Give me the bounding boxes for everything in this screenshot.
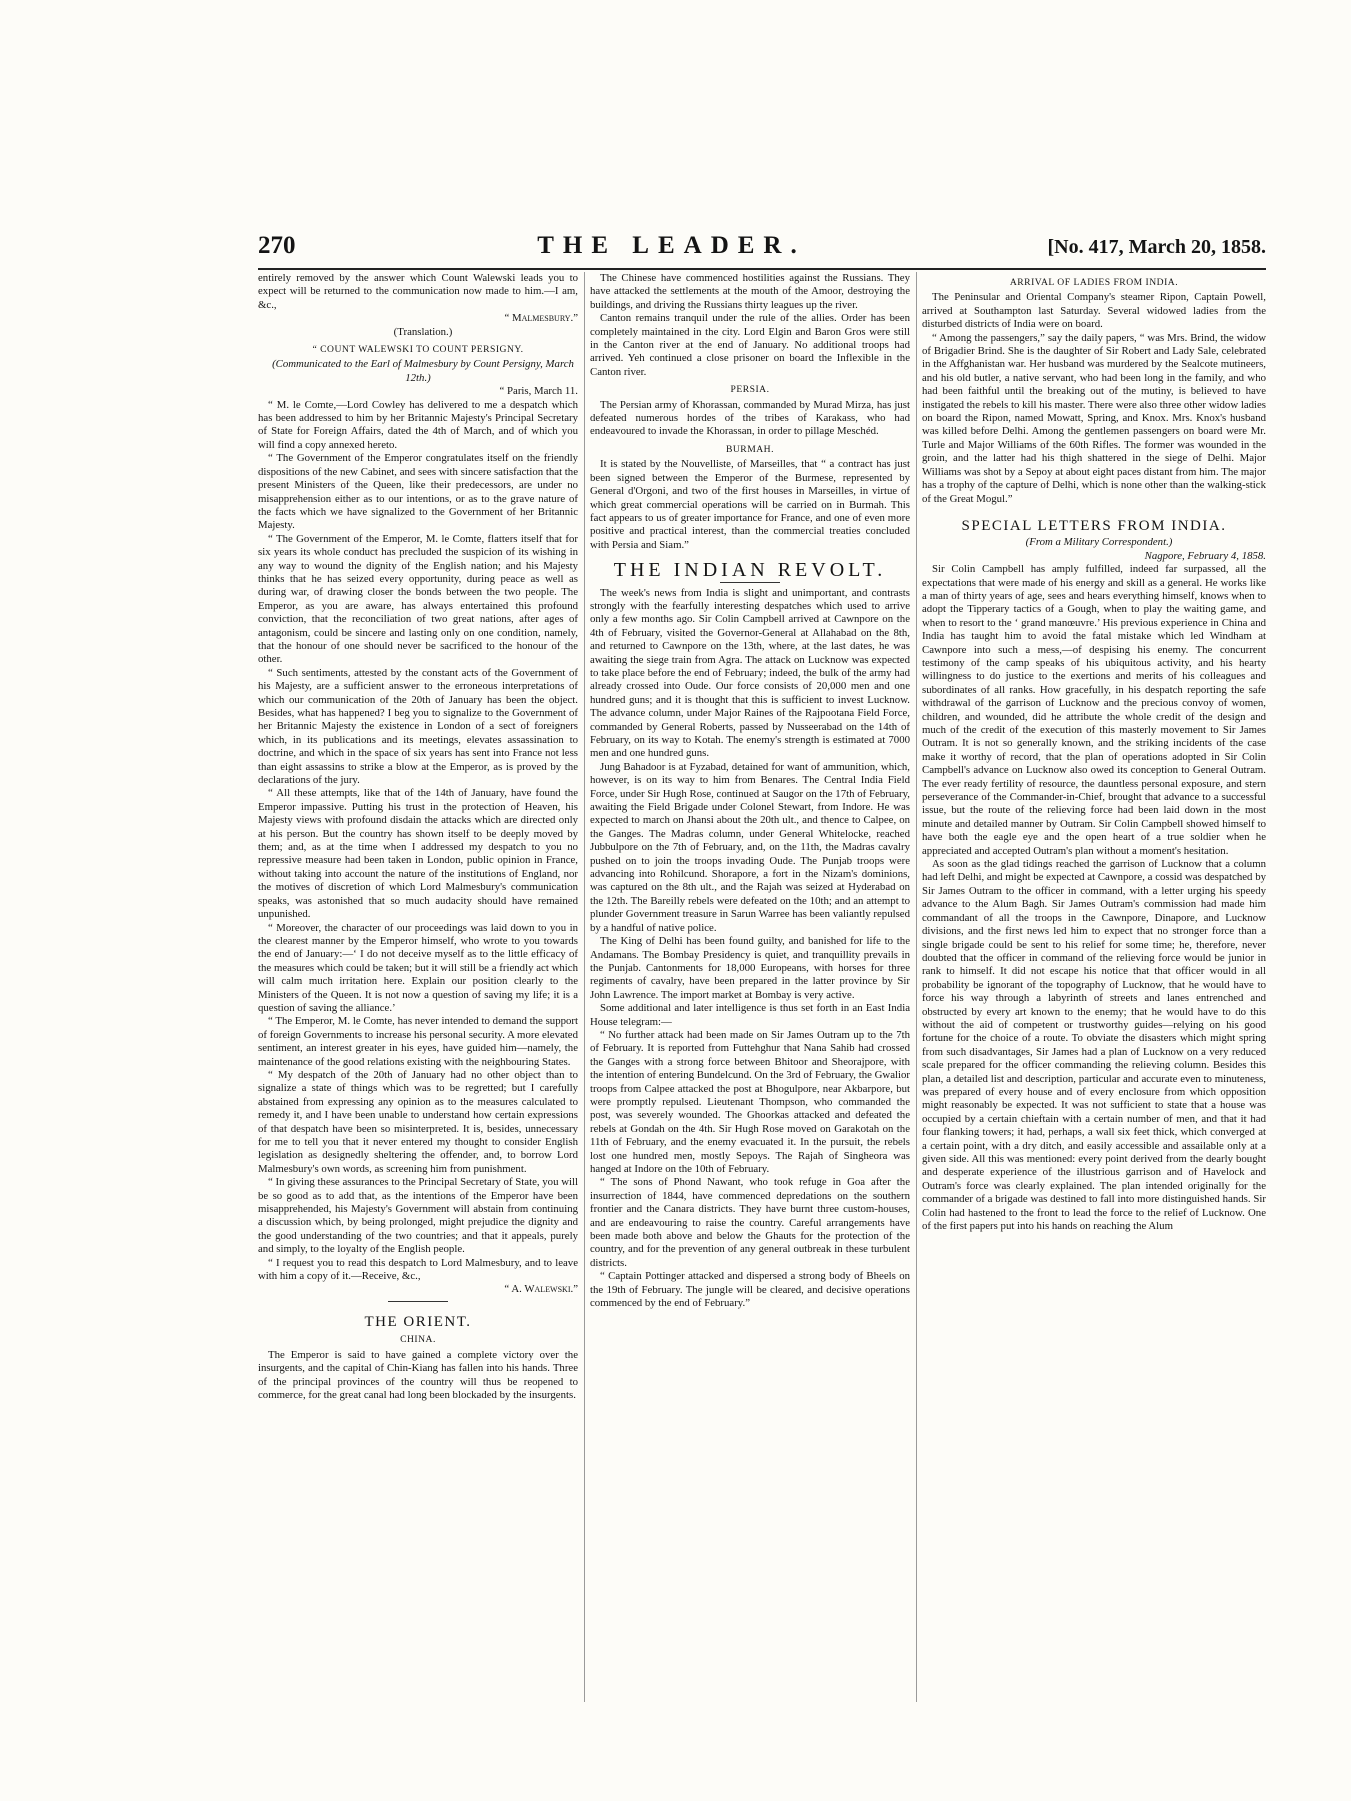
article-paragraph: “ In giving these assurances to the Principal Secretary of State, you will be so good as to add that, as the intentions of the Emperor have been misapprehended, his Majesty's Government will abstain from continuing a discussion which, by being prolonged, might prejudice the dignity and the good understanding of the two countries; and that it appeals, purely and simply, to the loyalty of the English people. [258,1176,578,1256]
column-2 [590,272,910,1702]
article-paragraph: The Emperor is said to have gained a complete victory over the insurgents, and the capital of Chin-Kiang has fallen into his hands. Three of the principal provinces of the country will thus be reopened to commerce, for the great canal had long been blockaded by the insurgents. [258,1348,578,1401]
subhead-arrival: ARRIVAL OF LADIES FROM INDIA. [1009,277,1179,288]
section-title-indian-revolt: THE INDIAN REVOLT. [613,559,887,582]
article-paragraph: “ No further attack had been made on Sir James Outram up to the 7th of February. It is reported from Futtehghur that Nana Sahib had crossed the Ganges with a strong force between Bhitoor and Sheorajpore, with the intention of entering Bundelcund. On the 3rd of February, the Gwalior troops from Calpee attacked the post at Bhogulpore, near Akbarpore, but were promptly repulsed. Lieutenant Thompson, who commanded the post, was severely wounded. The Ghoorkas attacked and defeated the rebels at Gondah on the 4th. Sir Hugh Rose moved on Garakotah on the 11th of February, and the enemy evacuated it. In the pursuit, the rebels lost one hundred men, mostly Sepoys. The Rajah of Singheora was hanged at Indore on the 10th of February. [590,1028,910,1175]
article-paragraph: The week's news from India is slight and unimportant, and contrasts strongly with the fearfully interesting despatches which used to arrive only a few months ago. Sir Colin Campbell arrived at Cawnpore on the 4th of February, visited the Governor-General at Allahabad on the 8th, and returned to Cawnpore on the 13th, where, at the last dates, he was awaiting the siege train from Agra. The attack on Lucknow was expected to take place before the end of February; indeed, the bulk of the army had already crossed into Oude. Our force consists of 20,000 men and one hundred guns; and it is thought that this is sufficient to invest Lucknow. The advance column, under Major Raines of the Rajpootana Field Force, commanded by General Roberts, passed by Nusseerabad on the 14th of February, on its way to Kotah. The enemy's strength is estimated at 7000 men and one hundred guns. [590,586,910,760]
article-paragraph: “ The Government of the Emperor, M. le Comte, flatters itself that for six years its whole conduct has precluded the suspicion of its wishing in any way to wound the dignity of the English nation; and his Majesty thinks that he has seized every opportunity, during peace as well as during war, of drawing closer the bonds between the two people. The Emperor, as you are aware, has always entertained this profound conviction, that the reconciliation of two great nations, after ages of antagonism, could be sincere and lasting only on one condition, namely, that the honour of one should never be sacrificed to the honour of the other. [258,532,578,666]
signature: “ A. Walewski.” [504,1283,578,1296]
page-header [258,232,1266,268]
translation-note: (Translation.) [393,325,453,338]
column-divider [916,272,917,1702]
article-paragraph: “ The Emperor, M. le Comte, has never intended to demand the support of foreign Governments to increase his personal security. A more elevated sentiment, an interest greater in his eyes, have guided him—namely, the maintenance of the good relations existing with the neighbouring States. [258,1015,578,1068]
header-rule [258,268,1266,270]
article-paragraph: Canton remains tranquil under the rule of the allies. Order has been completely maintained in the city. Lord Elgin and Baron Gros were still in the Canton river at the end of January. No additional troops had arrived. Yeh continued a close prisoner on board the Inflexible in the Canton river. [590,312,910,378]
section-rule [388,1301,448,1302]
article-paragraph: The Peninsular and Oriental Company's steamer Ripon, Captain Powell, arrived at Southampton last Saturday. Several widowed ladies from the disturbed districts of India were on board. [922,291,1266,331]
section-rule [720,582,780,583]
section-title-orient: THE ORIENT. [364,1313,472,1330]
subhead-persia: PERSIA. [730,384,770,396]
article-paragraph: The Chinese have commenced hostilities against the Russians. They have attacked the settlements at the mouth of the Amoor, destroying the buildings, and driving the Russians thirty leagues up the river. [590,272,910,311]
article-paragraph: “ Among the passengers,” say the daily papers, “ was Mrs. Brind, the widow of Brigadier Brind. She is the daughter of Sir Robert and Lady Sale, celebrated in the Affghanistan war. Her husband was murdered by the Sealcote mutineers, and his old butler, a native servant, who had been long in the family, and who had been faithful until the breaking out of the mutiny, is believed to have instigated the rebels to kill his master. There were also three other widow ladies on board the Ripon, named Mowatt, Spring, and Knox. Mrs. Knox's husband was killed before Delhi. Among the gentlemen passengers on board were Mr. Turle and Major Williams of the 60th Rifles. The former was wounded in the groin, and the latter had his thigh shattered in the siege of Delhi. Major Williams was shot by a Sepoy at about eight paces distant from him. The major has a trophy of the capture of Delhi, which is none other than the walking-stick of the Great Mogul.” [922,331,1266,505]
masthead-title: THE LEADER. [537,232,806,259]
column-divider [584,272,585,1702]
issue-info: [No. 417, March 20, 1858. [1047,236,1266,258]
article-paragraph: It is stated by the Nouvelliste, of Marseilles, that “ a contract has just been signed between the Emperor of the Burmese, represented by General d'Orgoni, and two of the first houses in Marseilles, in virtue of which great commercial operations will be carried on in Burmah. This fact appears to us of greater importance for France, and one of even more positive and practical interest, than the commercial treaties concluded with Persia and Siam.” [590,458,910,551]
article-paragraph: Some additional and later intelligence is thus set forth in an East India House telegram:— [590,1002,910,1028]
article-paragraph: “ Captain Pottinger attacked and dispersed a strong body of Bheels on the 19th of February. The jungle will be cleared, and decisive operations commenced by the end of February.” [590,1270,910,1310]
column-3 [922,272,1266,1702]
communicated-note: (Communicated to the Earl of Malmesbury by Count Persigny, March 12th.) [272,358,574,384]
article-paragraph: As soon as the glad tidings reached the garrison of Lucknow that a column had left Delhi, and might be expected at Cawnpore, a cossid was despatched by Sir James Outram to the officer in command, with a letter urging his speedy advance to the Alum Bagh. Sir James Outram's commission had made him commandant of all the troops in the Cawnpore, Dinapore, and Lucknow divisions, and the first news led him to expect that no stronger force than a single brigade could be sent to his relief for some time; he, therefore, never doubted that the officer in command of the relieving force would be junior in rank to himself. It did not escape his notice that that officer would in all probability be ignorant of the topography of Lucknow, that he would have to force his way through a labyrinth of streets and lanes entrenched and obstructed by every art known to the enemy; that he would have to do this without the aid of competent or trustworthy guides—relying on his good fortune for the choice of a route. To obviate the disasters which might spring from such disadvantages, Sir James had a plan of Lucknow on a very reduced scale prepared for the officer commanding the relieving column. Besides this plan, a detailed list and description, particular and accurate even to minuteness, was prepared of every house and of every enclosure from which opposition might reasonably be expected. It was not sufficient to state that a house was occupied by a certain chieftain with a certain number of men, and that it had four flanking towers; it had, perhaps, a wall six feet thick, which converged at a certain point, with a dry ditch, and easily accessible and assailable only at a given side. All this was mentioned: every point derived from the dearly bought and desperate experience of the illustrious garrison and of Havelock and Outram's force was clearly explained. The plan intended originally for the commander of a brigade was destined to fall into more distinguished hands. Sir Colin had hastened to the front to lead the force to the relief of Lucknow. One of the first papers put into his hands on reaching the Alum [922,858,1266,1233]
article-paragraph: “ All these attempts, like that of the 14th of January, have found the Emperor impassive. Putting his trust in the protection of Heaven, his Majesty views with profound disdain the attacks which are directed only at his person. But the country has shown itself to be deeply moved by them; and, as at the time when I addressed my despatch to you no repressive measure had been taken in London, public opinion in France, without taking into account the nature of the institutions of England, nor the motives of discretion of which Lord Malmesbury's communication speaks, was astonished that so much audacity should have remained unpunished. [258,787,578,921]
article-paragraph: “ The sons of Phond Nawant, who took refuge in Goa after the insurrection of 1844, have commenced depredations on the southern frontier and the Canara districts. They have burnt three custom-houses, and are endeavouring to raise the country. Careful arrangements have been made both above and below the Ghauts for the protection of the country, and for the prevention of any general outbreak in these turbulent districts. [590,1176,910,1269]
article-paragraph: “ M. le Comte,—Lord Cowley has delivered to me a despatch which has been addressed to him by her Britannic Majesty's Principal Secretary of State for Foreign Affairs, dated the 4th of March, and of which you will find a copy annexed hereto. [258,398,578,451]
letter-heading: “ COUNT WALEWSKI TO COUNT PERSIGNY. [312,344,524,356]
article-paragraph: Sir Colin Campbell has amply fulfilled, indeed far surpassed, all the expectations that were made of his energy and skill as a general. He works like a man of thirty years of age, sees and hears everything himself, knows when to adopt the Tipperary tactics of a Gough, when to play the waiting game, and when to resort to the ‘ grand manœuvre.’ His previous experience in China and India has taught him to avoid the fatal mistake which led Windham at Cawnpore into such a mess,—of despising his enemy. The concurrent testimony of the camp speaks of his ubiquitous activity, and his hearty willingness to do justice to the exertions and merits of his colleagues and subordinates of all ranks. How gracefully, in his despatch reporting the safe withdrawal of the garrison of Lucknow and the precious convoy of women, children, and wounded, did he attribute the whole credit of the design and much of the credit of the execution of this masterly movement to Sir James Outram. It is not so generally known, and the striking incidents of the case make it worthy of record, that the plan of operations adopted in Sir Colin Campbell's advance on Lucknow also owed its conception to General Outram. The ever ready fertility of resource, the dauntless personal exposure, and stern perseverance of the Commander-in-Chief, brought that advance to a successful issue, but the route of the relieving force had been laid down in the most minute and detailed manner by Outram. Sir Colin Campbell showed himself to have both the eagle eye and the open heart of a true soldier when he appreciated and accepted Outram's plan without a moment's hesitation. [922,563,1266,857]
dateline: “ Paris, March 11. [499,385,578,398]
subhead-burmah: BURMAH. [725,443,774,455]
column-1 [258,272,578,1702]
page-number: 270 [258,232,296,259]
article-paragraph: “ Moreover, the character of our proceedings was laid down to you in the clearest manner by the Emperor himself, who wrote to you towards the end of January:—‘ I do not deceive myself as to the little efficacy of the measures which could be taken; but it will still be a friendly act which will calm much irritation here. Explain our position clearly to the Ministers of the Queen. It is not now a question of saving my life; it is a question of saving the alliance.’ [258,921,578,1014]
signature: “ Malmesbury.” [504,312,578,325]
article-paragraph: “ I request you to read this despatch to Lord Malmesbury, and to leave with him a copy of it.—Receive, &c., [258,1256,578,1283]
subhead-china: CHINA. [400,1334,436,1346]
article-paragraph: entirely removed by the answer which Count Walewski leads you to expect will be returned to the communication now made to him.—I am, &c., [258,272,578,311]
section-title-special-letters: SPECIAL LETTERS FROM INDIA. [961,517,1227,534]
section-subtitle: (From a Military Correspondent.) [1025,536,1173,549]
article-paragraph: The Persian army of Khorassan, commanded by Murad Mirza, has just defeated numerous hordes of the tribes of Karakass, who had endeavoured to invade the Khorassan, in order to pillage Meschéd. [590,398,910,438]
article-paragraph: Jung Bahadoor is at Fyzabad, detained for want of ammunition, which, however, is on its way to him from Benares. The Central India Field Force, under Sir Hugh Rose, continued at Saugor on the 17th of February, awaiting the Field Brigade under Colonel Stewart, from Indore. He was expected to march on Jhansi about the 20th ult., and thence to Calpee, on the Ganges. The Madras column, under General Whitelocke, reached Jubbulpore on the 7th of February, and, on the 11th, the Madras cavalry pushed on to join the troops invading Oude. The Punjab troops were advancing into Rohilcund. Shorapore, a fort in the Nizam's dominions, was captured on the 8th ult., and the Rajah was seized at Hyderabad on the 12th. The Bareilly rebels were defeated on the 10th; and an attempt to plunder Government treasure in Sarun Warree has been valiantly repulsed by a handful of native police. [590,760,910,934]
article-paragraph: “ Such sentiments, attested by the constant acts of the Government of his Majesty, are a sufficient answer to the erroneous interpretations of which our communication of the 20th of January has been the object. Besides, what has happened? I beg you to signalize to the Government of her Britannic Majesty the existence in London of a sect of foreigners which, in its publications and its meetings, elevates assassination to doctrine, and which in the space of six years has sent into France not less than eight assassins to strike a blow at the Emperor, as is proved by the declarations of the jury. [258,666,578,787]
dateline: Nagpore, February 4, 1858. [1144,549,1266,562]
article-paragraph: The King of Delhi has been found guilty, and banished for life to the Andamans. The Bombay Presidency is quiet, and tranquillity prevails in the Punjab. Cantonments for 18,000 Europeans, with horses for three regiments of cavalry, have been prepared in the latter province by Sir John Lawrence. The import market at Bombay is very active. [590,935,910,1001]
article-paragraph: “ The Government of the Emperor congratulates itself on the friendly dispositions of the new Cabinet, and sees with sincere satisfaction that the present Ministers of the Queen, like their predecessors, are under no misapprehension either as to our intentions, or as to the grave nature of the facts which we have signalized to the Government of her Britannic Majesty. [258,452,578,532]
article-paragraph: “ My despatch of the 20th of January had no other object than to signalize a state of things which was to be regretted; but I carefully abstained from expressing any opinion as to the measures calculated to remedy it, and I have been unable to understand how certain expressions of that despatch have been so misinterpreted. It is, besides, unnecessary for me to tell you that it never entered my thought to consider English legislation as designedly sheltering the offender, and, to borrow Lord Malmesbury's own words, as screening him from punishment. [258,1068,578,1175]
